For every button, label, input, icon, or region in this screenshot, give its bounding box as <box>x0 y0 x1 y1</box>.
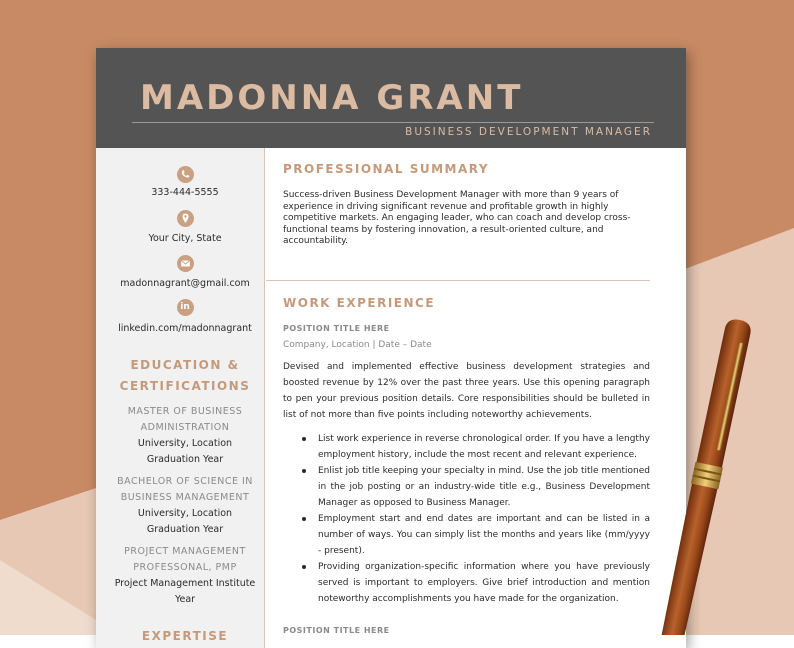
list-item <box>283 559 650 607</box>
education-heading-line1: EDUCATION & <box>130 358 240 372</box>
position-title: POSITION TITLE HERE <box>283 324 390 333</box>
contact-email <box>96 255 274 289</box>
list-item <box>283 511 650 559</box>
degree-name: BUSINESS MANAGEMENT <box>120 492 250 503</box>
job-title-heading: BUSINESS DEVELOPMENT MANAGER <box>405 126 652 138</box>
list-item-text: List work experience in reverse chronological order. If you have a lengthy employment history, include the most recent and relevant experience. <box>318 434 650 460</box>
candidate-name: MADONNA GRANT <box>140 78 524 118</box>
responsibility-list <box>283 431 650 607</box>
institution: Project Management Institute <box>114 578 256 589</box>
list-item-text: Employment start and end dates are important and can be listed in a number of ways. You can simply list the months and years like (mm/yyyy - present). <box>318 514 650 556</box>
header-divider <box>132 122 654 123</box>
company-location-dates: Company, Location | Date – Date <box>283 340 432 350</box>
education-entry <box>96 404 274 468</box>
bullet-dot <box>302 469 306 473</box>
phone-icon <box>177 166 194 183</box>
list-item <box>283 431 650 463</box>
linkedin-icon <box>177 299 194 316</box>
degree-name: PROFESSONAL, PMP <box>133 562 237 573</box>
resume-page <box>96 48 686 648</box>
list-item <box>283 463 650 511</box>
graduation-year: Year <box>174 594 196 605</box>
summary-heading: PROFESSIONAL SUMMARY <box>283 162 490 176</box>
location-text: Your City, State <box>148 233 222 244</box>
graduation-year: Graduation Year <box>146 524 224 535</box>
bullet-dot <box>302 565 306 569</box>
degree-name: MASTER OF BUSINESS <box>127 406 243 417</box>
education-entry <box>96 544 274 608</box>
degree-name: ADMINISTRATION <box>140 422 230 433</box>
institution: University, Location <box>137 438 233 449</box>
institution: University, Location <box>137 508 233 519</box>
education-heading-line2: CERTIFICATIONS <box>119 379 251 393</box>
list-item-text: Enlist job title keeping your specialty in mind. Use the job title mentioned in the job posting or an industry-wide title e.g., Business Development Manager as opposed to Business Manager. <box>318 466 650 508</box>
phone-number: 333-444-5555 <box>151 187 219 198</box>
position-title: POSITION TITLE HERE <box>283 626 390 635</box>
resume-header <box>96 48 686 148</box>
linkedin-glyph: in <box>180 302 190 312</box>
location-pin-icon <box>177 210 194 227</box>
list-item-text: Providing organization-specific information where you have previously served is important to employers. Give brief introduction and mention noteworthy accomplishments you have made for the organization. <box>318 562 650 604</box>
contact-phone <box>96 166 274 198</box>
contact-linkedin <box>96 299 274 334</box>
linkedin-link[interactable]: linkedin.com/madonnagrant <box>118 323 252 334</box>
envelope-icon <box>177 255 194 272</box>
summary-text: Success-driven Business Development Manager with more than 9 years of experience in driving significant revenue and profitable growth in highly competitive markets. An engaging leader, who can coach and develop cross-functional teams by fostering innovation, a result-oriented culture, and accountability. <box>283 190 631 246</box>
degree-name: BACHELOR OF SCIENCE IN <box>117 476 253 487</box>
experience-heading: WORK EXPERIENCE <box>283 296 436 310</box>
education-entry <box>96 474 274 538</box>
email-link[interactable]: madonnagrant@gmail.com <box>120 278 250 289</box>
degree-name: PROJECT MANAGEMENT <box>124 546 246 557</box>
job-description: Devised and implemented effective business development strategies and boosted revenue by 12% over the past three years. Use this opening paragraph to pen your previous position details. Core responsibilities should be bulleted in list of not more than five points including noteworthy achievements. <box>283 362 650 420</box>
graduation-year: Graduation Year <box>146 454 224 465</box>
bullet-dot <box>302 437 306 441</box>
bullet-dot <box>302 517 306 521</box>
section-divider <box>266 280 650 281</box>
expertise-heading: EXPERTISE <box>141 629 229 643</box>
contact-location <box>96 210 274 244</box>
education-heading <box>96 355 274 397</box>
